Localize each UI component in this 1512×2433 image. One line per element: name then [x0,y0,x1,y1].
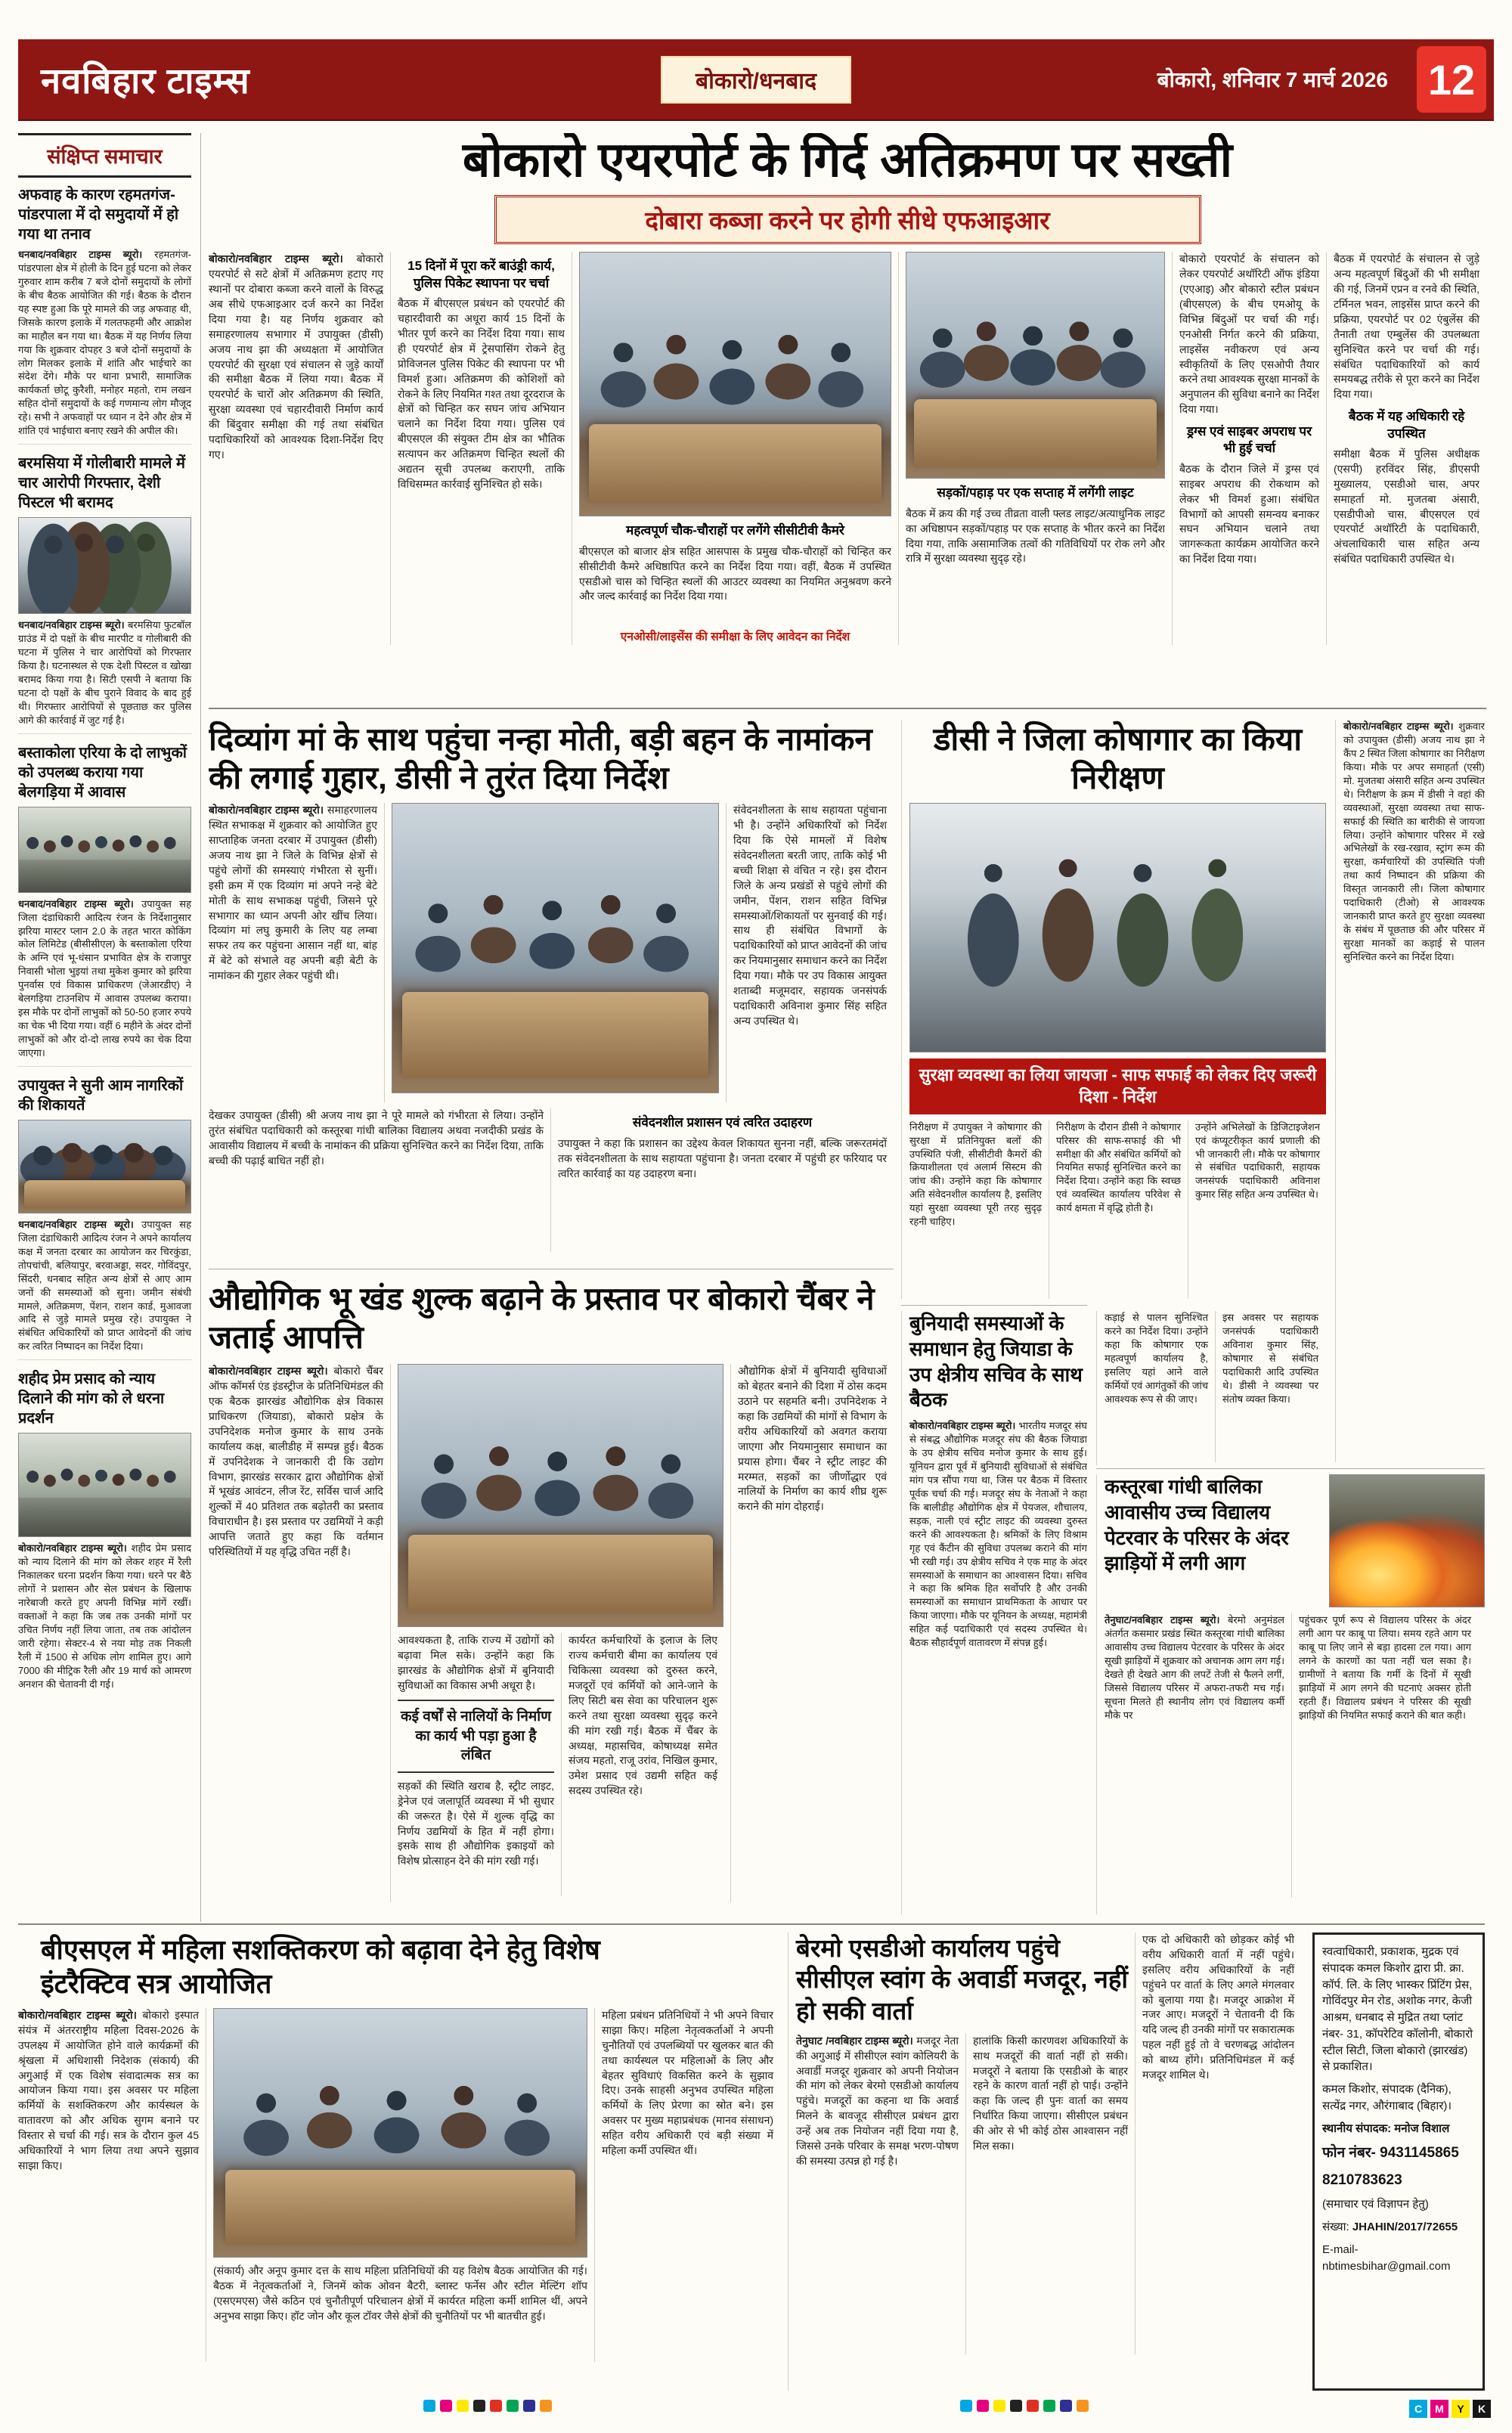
section-divider [18,1923,1485,1925]
lead-article [209,133,1486,702]
imprint-registration: संख्या: JHAHIN/2017/72655 [1322,2221,1458,2234]
bermo-col-1: तेनुघाट /नवबिहार टाइम्स ब्यूरो। मजदूर नेता की अगुआई में सीसीएल स्वांग कोलियरी के अवार्डी मजदूर शुक्रवार को अपनी नियोजन की मांग को लेकर बेरमो एसडीओ कार्यालय पहुंचे। मजदूरों का कहना था कि अवार्ड मिलने के बावजूद सीसीएल प्रबंधन द्वारा उन्हें अब तक नियोजन नहीं दिया गया है, जिससे उनके परिवार के समक्ष भरण-पोषण की समस्या उत्पन्न हो गई है। [796,2034,959,2167]
imprint-phone-2: 8210783623 [1322,2171,1402,2188]
brief-photo-police [18,517,191,614]
brief-item-title: बस्ताकोला एरिया के दो लाभुकों को उपलब्ध कराया गया बेलगड़िया में आवास [18,744,187,801]
bermo-col-2: हालांकि किसी कारणवश अधिकारियों के साथ मजदूरों की वार्ता नहीं हो सकी। मजदूरों ने बताया कि एसडीओ के बाहर रहने के कारण वार्ता नहीं हो पाई। उन्होंने कहा कि जल्द ही पुनः वार्ता का समय निर्धारित किया जाएगा। सीसीएल प्रबंधन की ओर से भी कोई ठोस आश्वासन नहीं मिल सका। [965,2034,1135,2354]
industrial-sub-columns [398,1633,723,1896]
koshagar-col-2: निरीक्षण के दौरान डीसी ने कोषागार परिसर की साफ-सफाई की भी समीक्षा की और संबंधित कर्मियों को नियमित सफाई सुनिश्चित करने का निर्देश दिया। उन्होंने कहा कि स्वच्छ एवं व्यवस्थित कार्यालय परिवेश से कार्य क्षमता में वृद्धि होती है। [1049,1120,1188,1299]
color-dot [490,2400,502,2412]
color-dot [440,2400,452,2412]
section-divider [209,708,1486,709]
section-divider [1096,1468,1485,1469]
divyang-photo-janta-darbar [392,803,719,1093]
divyang-below-columns [209,1108,894,1252]
kasturba-head-row [1105,1474,1485,1607]
koshagar-columns [909,1120,1326,1299]
bermo-columns [796,2034,1135,2354]
divyang-below-left: देखकर उपायुक्त (डीसी) श्री अजय नाथ झा ने पूरे मामले को गंभीरता से लिया। उन्होंने तुरंत संबंधित पदाधिकारी को कस्तूरबा गांधी बालिका विद्यालय अथवा नजदीकी प्रखंड के आवासीय विद्यालय में बच्ची के नामांकन की प्रक्रिया सुनिश्चित करने का निर्देश दिया, ताकि बच्ची की पढ़ाई बाधित नहीं हो। [209,1109,544,1167]
lead-subhead-lights: सड़कों/पहाड़ पर एक सप्ताह में लगेंगी लाइट [937,485,1134,501]
color-dot [507,2400,519,2412]
buniyadi-headline: बुनियादी समस्याओं के समाधान हेतु जियाडा के उप क्षेत्रीय सचिव के साथ बैठक [909,1312,1083,1412]
kasturba-byline: तेनुघाट/नवबिहार टाइम्स ब्यूरो। [1105,1614,1220,1626]
brief-item [18,743,191,1067]
lead-headline: बोकारो एयरपोर्ट के गिर्द अतिक्रमण पर सख्ती [462,133,1233,187]
lead-banner: दोबारा कब्जा करने पर होगी सीधे एफआइआर [494,195,1201,244]
koshagar-byline: बोकारो/नवबिहार टाइम्स ब्यूरो। [1343,721,1454,732]
color-dot [457,2400,469,2412]
lead-col-2: 15 दिनों में पूरा करें बाउंड्री कार्य, पुलिस पिकेट स्थापना पर चर्चा बैठक में बीएसएल प्रबंधन को एयरपोर्ट की चहारदीवारी का अधूरा कार्य 15 दिनों के भीतर पूर्ण करने का निर्देश दिया गया। साथ ही एयरपोर्ट क्षेत्र में ट्रेसपासिंग रोकने हेतु प्रोविजनल पुलिस पिकेट की स्थापना पर भी विमर्श हुआ। अतिक्रमण की कोशिशों को रोकने के लिए नियमित गश्त तथा दूरदराज के क्षेत्रों को चिन्हित कर सघन जांच अभियान चलाने का निर्देश दिया गया। पुलिस एवं बीएसएल की संयुक्त टीम क्षेत्र का भौतिक सत्यापन कर अतिक्रमण चिन्हित स्थलों की अद्यतन सूची उपलब्ध कराएगी, ताकि विधिसम्मत कार्रवाई सुनिश्चित हो सके। [390,252,572,645]
bsl-article [18,1932,780,2391]
brief-item [18,1369,191,1697]
industrial-byline: बोकारो/नवबिहार टाइम्स ब्यूरो। [209,1365,328,1378]
lead-col-1: बोकारो/नवबिहार टाइम्स ब्यूरो। बोकारो एयरपोर्ट से सटे क्षेत्रों में अतिक्रमण हटाए गए स्थानों पर दोबारा कब्जा करने वालों के विरुद्ध अब सीधे एफआइआर दर्ज करने का निर्देश दिया गया है। यह निर्णय शुक्रवार को समाहरणालय सभागार में उपायुक्त (डीसी) अजय नाथ झा की अध्यक्षता में आयोजित एयरपोर्ट की सुरक्षा एवं संचालन से जुड़े कार्यों की समीक्षा बैठक में लिया गया। बैठक में एयरपोर्ट के चारों ओर अतिक्रमण की स्थिति, सुरक्षा व्यवस्था एवं चहारदीवारी निर्माण कार्य की बिंदुवार समीक्षा की गई तथा संबंधित पदाधिकारियों को आवश्यक दिशा-निर्देश दिए गए। [209,253,383,460]
cmyk-k: K [1473,2400,1491,2418]
lead-subhead-cctv: महत्वपूर्ण चौक-चौराहों पर लगेंगे सीसीटीवी कैमरे [626,523,844,538]
bermo-left [796,1932,1135,2354]
bermo-layout [796,1932,1303,2354]
brief-item-body: बोकारो/नवबिहार टाइम्स ब्यूरो। शहीद प्रेम प्रसाद को न्याय दिलाने की मांग को लेकर शहर में रैली निकालकर धरना प्रदर्शन किया गया। धरने पर बैठे लोगों ने प्रशासन और सेल प्रबंधन के खिलाफ नारेबाजी करते हुए अपनी विभिन्न मांगें रखीं। वक्ताओं ने कहा कि जब तक उनकी मांगों पर उचित निर्णय नहीं लिया जाता, तब तक आंदोलन जारी रहेगा। सेक्टर-4 से नया मोड़ तक निकली रैली में 1500 से अधिक लोग शामिल हुए। आगे 7000 की मीट्रिक रैली और 19 मार्च को आमरण अनशन की चेतावनी दी गई। [18,1542,191,1690]
industrial-col-1: बोकारो/नवबिहार टाइम्स ब्यूरो। बोकारो चैंबर ऑफ कॉमर्स एंड इंडस्ट्रीज के प्रतिनिधिमंडल की एक बैठक झारखंड औद्योगिक क्षेत्र विकास प्राधिकरण (जियाडा), बोकारो प्रक्षेत्र के उपनिदेशक मनोज कुमार के साथ उनके कार्यालय कक्ष, बालीडीह में सम्पन्न हुई। बैठक में उपनिदेशक ने जानकारी दी कि उद्योग विभाग, झारखंड सरकार द्वारा औद्योगिक क्षेत्रों में भूखंड आवंटन, लीज रेंट, सर्विस चार्ज आदि शुल्कों में 40 प्रतिशत तक बढ़ोतरी का प्रस्ताव विचाराधीन है। इस प्रस्ताव पर उद्यमियों ने कड़ी आपत्ति जताते हुए कहा कि वर्तमान परिस्थितियों में यह वृद्धि उचित नहीं है। [209,1365,383,1557]
paper-name: नवबिहार टाइम्स [41,60,250,101]
lead-col-photo-1: महत्वपूर्ण चौक-चौराहों पर लगेंगे सीसीटीवी कैमरे बीएसएल को बाजार क्षेत्र सहित आसपास के प्रमुख चौक-चौराहों को चिन्हित कर सीसीटीवी कैमरे अधिष्ठापित करने का निर्देश दिया गया। वहीं, बैठक में उपस्थित एसडीओ चास को चिन्हित स्थलों की आउटर व्यवस्था का नियमित अनुश्रवण करने और जल्द कार्रवाई का निर्देश दिया गया। एनओसी/लाइसेंस की समीक्षा के लिए आवेदन का निर्देश [572,252,898,645]
koshagar-continuation [1096,1311,1326,1465]
divyang-col-photo [384,803,726,1102]
bsl-byline: बोकारो/नवबिहार टाइम्स ब्यूरो। [18,2009,137,2021]
registration-dots-right [960,2400,1089,2412]
color-dot [473,2400,485,2412]
brief-photo-protest-rally [18,1433,191,1537]
koshagar-col-1: निरीक्षण में उपायुक्त ने कोषागार की सुरक्षा में प्रतिनियुक्त बलों की उपस्थिति पंजी, सीसीटीवी कैमरों की क्रियाशीलता एवं अलार्म सिस्टम की जांच की। उन्होंने कहा कि कोषागार अति संवेदनशील कार्यालय है, इसलिए यहां सुरक्षा व्यवस्था पूरी तरह सुदृढ़ रहनी चाहिए। [909,1120,1042,1228]
industrial-article [209,1279,894,1914]
brief-item [18,1076,191,1360]
registration-dots-left [423,2400,552,2412]
print-marks [0,2400,1512,2422]
imprint-purpose: (समाचार एवं विज्ञापन हेतु) [1322,2198,1429,2211]
industrial-photo-chamber-meeting [398,1364,723,1627]
brief-item [18,454,191,734]
industrial-headline: औद्योगिक भू खंड शुल्क बढ़ाने के प्रस्ताव पर बोकारो चैंबर ने जताई आपत्ति [209,1281,875,1356]
color-dot [1043,2400,1055,2412]
kasturba-columns [1105,1613,1485,1898]
lead-photo-officials-meeting [906,252,1165,479]
koshagar-cont-col-1: कड़ाई से पालन सुनिश्चित करने का निर्देश दिया। उन्होंने कहा कि कोषागार एक महत्वपूर्ण कार्यालय है, इसलिए यहां आने वाले कर्मियों एवं आगंतुकों की जांच आवश्यक रूप से की जाए। [1105,1312,1208,1405]
industrial-col-right: औद्योगिक क्षेत्रों में बुनियादी सुविधाओं को बेहतर बनाने की दिशा में ठोस कदम उठाने पर सहमति बनी। उपनिदेशक ने कहा कि उद्यमियों की मांगों से विभाग के वरीय अधिकारियों को अवगत कराया जाएगा और नियमानुसार समाधान का प्रयास होगा। चैंबर ने स्ट्रीट लाइट की मरम्मत, सड़कों का जीर्णोद्धार एवं नालियों के निर्माण का कार्य शीघ्र शुरू कराने की मांग दोहराई। [730,1364,894,1902]
divyang-columns [209,803,894,1102]
imprint-box [1312,1932,1485,2391]
color-dot [1077,2400,1089,2412]
bermo-article [788,1932,1303,2391]
divyang-article [209,720,894,1258]
masthead [18,39,1494,119]
divyang-below-right: संवेदनशील प्रशासन एवं त्वरित उदाहरण उपायुक्त ने कहा कि प्रशासन का उद्देश्य केवल शिकायत सुनना नहीं, बल्कि जरूरतमंदों तक संवेदनशीलता के साथ सहायता पहुंचाना है। जनता दरबार में पहुंची हर फरियाद पर त्वरित कार्रवाई का यह उदाहरण बना। [550,1108,894,1252]
color-dot [1010,2400,1022,2412]
bermo-byline: तेनुघाट /नवबिहार टाइम्स ब्यूरो। [796,2034,913,2047]
color-dot [423,2400,435,2412]
imprint-line-2: कमल किशोर, संपादक (दैनिक), सत्येंद्र नगर, औरंगाबाद (बिहार)। [1322,2083,1452,2112]
brief-news-header: संक्षिप्त समाचार [18,133,191,178]
cmyk-y: Y [1452,2400,1470,2418]
lead-columns [209,252,1486,645]
kasturba-col-1: तेनुघाट/नवबिहार टाइम्स ब्यूरो। बेरमो अनुमंडल अंतर्गत कसमार प्रखंड स्थित कस्तूरबा गांधी बालिका आवासीय उच्च विद्यालय पेटरवार के परिसर के अंदर सूखी झाड़ियों में शुक्रवार को अचानक आग लग गई। देखते ही देखते आग की लपटें तेजी से फैलने लगीं, जिससे विद्यालय परिसर में अफरा-तफरी मच गई। सूचना मिलते ही स्थानीय लोग एवं विद्यालय कर्मी मौके पर [1105,1614,1284,1721]
kasturba-col-2: पहुंचकर पूर्ण रूप से विद्यालय परिसर के अंदर लगी आग पर काबू पा लिया। समय रहते आग पर काबू पा लिए जाने से बड़ा हादसा टल गया। आग लगने के कारणों का पता नहीं चल सका है। ग्रामीणों ने बताया कि गर्मी के दिनों में सूखी झाड़ियों में आग लगने की घटनाएं अक्सर होती रहती हैं। विद्यालय प्रबंधन ने परिसर की सूखी झाड़ियों की नियमित सफाई कराने की बात कही। [1291,1613,1478,1898]
imprint-email: E-mail- nbtimesbihar@gmail.com [1322,2242,1451,2273]
bsl-headline: बीएसएल में महिला सशक्तिकरण को बढ़ावा देने हेतु विशेष इंटरैक्टिव सत्र आयोजित [41,1934,600,1999]
divyang-subhead: संवेदनशील प्रशासन एवं त्वरित उदाहरण [632,1115,813,1130]
imprint-phone-1: फोन नंबर- 9431145865 [1322,2145,1459,2162]
bermo-col-3: एक दो अधिकारी को छोड़कर कोई भी वरीय अधिकारी वार्ता में नहीं पहुंचे। इसलिए वरीय अधिकारियों के नहीं पहुंचने पर वार्ता के लिए अगले मंगलवार को बुलाया गया है। मजदूर आक्रोश में नजर आए। मजदूरों ने चेतावनी दी कि यदि जल्द ही उनकी मांगों पर सकारात्मक पहल नहीं हुई तो वे चरणबद्ध आंदोलन को बाध्य होंगे। प्रतिनिधिमंडल में कई मजदूर शामिल थे। [1135,1932,1301,2354]
bermo-headline: बेरमो एसडीओ कार्यालय पहुंचे सीसीएल स्वांग के अवार्डी मजदूर, नहीं हो सकी वार्ता [796,1934,1128,2025]
lead-photo-review-meeting [579,252,891,516]
kasturba-article [1096,1474,1485,1914]
bsl-columns [18,2008,780,2362]
brief-item-body: धनबाद/नवबिहार टाइम्स ब्यूरो। बरमसिया फुटबॉल ग्राउंड में दो पक्षों के बीच मारपीट व गोलीबारी की घटना में पुलिस ने चार आरोपियों को गिरफ्तार किया है। घटनास्थल से एक देशी पिस्टल व खोखा बरामद किया गया है। सिटी एसपी ने बताया कि घटना दो पक्षों के बीच पुराने विवाद के बाद हुई थी। गिरफ्तार आरोपियों से पूछताछ कर पुलिस आगे की कार्रवाई में जुट गई है। [18,619,191,726]
industrial-columns [209,1364,894,1902]
bsl-photo-interactive-session [213,2008,587,2258]
buniyadi-article: बुनियादी समस्याओं के समाधान हेतु जियाडा के उप क्षेत्रीय सचिव के साथ बैठक बोकारो/नवबिहार टाइम्स ब्यूरो। भारतीय मजदूर संघ से संबद्ध औद्योगिक मजदूर संघ की बैठक जियाडा के उप क्षेत्रीय सचिव मनोज कुमार के साथ हुई। यूनियन द्वारा पूर्व में बुनियादी सुविधाओं से संबंधित मांग पत्र सौंपा गया था, जिस पर बैठक में विस्तार पूर्वक चर्चा की गई। मजदूर संघ के नेताओं ने कहा कि बालीडीह औद्योगिक क्षेत्र में पेयजल, शौचालय, सड़क, नाली एवं स्ट्रीट लाइट की व्यवस्था दुरुस्त करने की आवश्यकता है। श्रमिकों के लिए विश्राम गृह एवं कैंटीन की सुविधा उपलब्ध कराने की मांग भी रखी गई। उप क्षेत्रीय सचिव ने एक माह के अंदर समस्याओं के समाधान का आश्वासन दिया। सचिव ने कहा कि श्रमिक हित सर्वोपरि है और उनकी समस्याओं का समाधान प्राथमिकता के आधार पर किया जाएगा। मौके पर यूनियन के अध्यक्ष, महामंत्री सहित कई पदाधिकारी एवं सदस्य उपस्थित थे। बैठक सौहार्दपूर्ण वातावरण में संपन्न हुई। [901,1311,1087,1914]
divyang-col-1: बोकारो/नवबिहार टाइम्स ब्यूरो। समाहरणालय स्थित सभाकक्ष में शुक्रवार को आयोजित हुए साप्ताहिक जनता दरबार में उपायुक्त (डीसी) अजय नाथ झा ने जिले के विभिन्न क्षेत्रों से पहुंचे लोगों की समस्याएं गंभीरता से सुनीं। इसी क्रम में एक दिव्यांग मां अपने नन्हे बेटे मोती के साथ सभाकक्ष पहुंची, जिसने पूरे सभागार का ध्यान अपनी ओर खींच लिया। दिव्यांग मां लघु कुमारी के लिए यह लम्बा सफर तय कर पहुंचना आसान नहीं था, बांह में बेटे को संभाले वह अपनी बड़ी बेटी के नामांकन की गुहार लेकर पहुंची थी। [209,804,377,982]
brief-item-body: धनबाद/नवबिहार टाइम्स ब्यूरो। रहमतगंज-पांडरपाला क्षेत्र में होली के दिन हुई घटना को लेकर गुरुवार शाम करीब 7 बजे दोनों समुदायों के लोगों के बीच बैठक आयोजित की गई। बैठक के दौरान यह स्पष्ट हुआ कि पूरे मामले की जड़ अफवाह थी, जिसके कारण इलाके में गलतफहमी और आक्रोश का माहौल बन गया था। बैठक में यह निर्णय लिया गया कि शुक्रवार दोपहर 3 बजे दोनों समुदायों के लोग मिलकर इलाके में शांति और भाईचारे का संदेश देंगे। मौके पर थाना प्रभारी, सामाजिक कार्यकर्ता छोटू कुरैशी, मनोहर महतो, राम लखन सहित दोनों समुदायों के कई गणमान्य लोग मौजूद रहे। सभी ने अफवाहों पर ध्यान न देने और क्षेत्र में शांति एवं भाईचारा बनाए रखने की अपील की। [18,249,191,437]
kasturba-headline: कस्तूरबा गांधी बालिका आवासीय उच्च विद्यालय पेटरवार के परिसर के अंदर झाड़ियों में लगी आग [1105,1475,1289,1575]
bsl-col-1: बोकारो/नवबिहार टाइम्स ब्यूरो। बोकारो इस्पात संयंत्र में अंतरराष्ट्रीय महिला दिवस-2026 के उपलक्ष्य में आयोजित होने वाले कार्यक्रमों की श्रृंखला में अधिशासी निदेशक (संकार्य) की अगुआई में एक विशेष संवादात्मक सत्र का आयोजन किया गया। इस अवसर पर महिला कर्मियों के सशक्तिकरण और कार्यस्थल के वातावरण को और अधिक सुगम बनाने पर विस्तार से चर्चा की गई। सत्र के दौरान कुल 45 अधिकारियों ने भाग लिया तथा अपने सुझाव साझा किए। [18,2009,199,2171]
lead-col-6: बैठक में एयरपोर्ट के संचालन से जुड़े अन्य महत्वपूर्ण बिंदुओं की भी समीक्षा की गई, जिनमें एप्रन व रनवे की स्थिति, टर्मिनल भवन, लाइसेंस प्राप्त करने की प्रक्रिया, एयरपोर्ट पर 02 एंबुलेंस की तैनाती तथा एम्बुलेंस की उपलब्धता सुनिश्चित करने पर चर्चा की गई। संबंधित पदाधिकारियों को कार्य समयबद्ध तरीके से पूरा करने का निर्देश दिया गया। बैठक में यह अधिकारी रहे उपस्थित समीक्षा बैठक में पुलिस अधीक्षक (एसपी) हरविंदर सिंह, डीएसपी मुख्यालय, एसडीओ चास, अपर समाहर्ता मो. मुजतबा अंसारी, एसडीपीओ चास, बीएसएल एवं एयरपोर्ट अथॉरिटी के पदाधिकारी, अंचलाधिकारी चास सहित अन्य संबंधित पदाधिकारी उपस्थित थे। [1326,252,1486,645]
industrial-subcol-2: कार्यरत कर्मचारियों के इलाज के लिए राज्य कर्मचारी बीमा का कार्यालय एवं चिकित्सा व्यवस्था को दुरुस्त करने, मजदूरों एवं कर्मियों को आने-जाने के लिए सिटी बस सेवा का परिचालन शुरू करने तथा सुरक्षा व्यवस्था सुदृढ़ करने की मांग रखी गई। बैठक में चैंबर के अध्यक्ष, महासचिव, कोषाध्यक्ष समेत संजय महतो, राजू उरांव, निखिल कुमार, उमेश प्रसाद एवं उद्यमी सहित कई सदस्य उपस्थित रहे। [561,1633,724,1896]
lead-red-note: एनओसी/लाइसेंस की समीक्षा के लिए आवेदन का निर्देश [620,631,850,644]
koshagar-col-3: उन्होंने अभिलेखों के डिजिटाइजेशन एवं कंप्यूटरीकृत कार्य प्रणाली की भी जानकारी ली। मौके पर कोषागार से संबंधित पदाधिकारी, सहायक जनसंपर्क पदाधिकारी अविनाश कुमार सिंह सहित अन्य उपस्थित थे। [1188,1120,1326,1299]
koshagar-cont-col-2: इस अवसर पर सहायक जनसंपर्क पदाधिकारी अविनाश कुमार सिंह, कोषागार से संबंधित पदाधिकारी आदि उपस्थित थे। डीसी ने व्यवस्था पर संतोष व्यक्त किया। [1215,1311,1325,1462]
lead-subhead-drugs-cyber: ड्रग्स एवं साइबर अपराध पर भी हुई चर्चा [1186,424,1312,456]
brief-item-title: बरमसिया में गोलीबारी मामले में चार आरोपी गिरफ्तार, देशी पिस्टल भी बरामद [18,455,185,512]
brief-item-body: धनबाद/नवबिहार टाइम्स ब्यूरो। उपायुक्त सह जिला दंडाधिकारी आदित्य रंजन ने अपने कार्यालय कक्ष में जनता दरबार का आयोजन कर चिरकुंडा, तोपचांची, बलियापुर, बरवाअड्डा, सदर, गोविंदपुर, सिंदरी, धनबाद सहित अन्य क्षेत्रों से आए आम जनों की समस्याओं को सुना। जमीन संबंधी मामले, अतिक्रमण, पेंशन, राशन कार्ड, मुआवजा आदि से जुड़े मामले प्रमुख रहे। उपायुक्त ने संबंधित अधिकारियों को प्राप्त आवेदनों की जांच कर त्वरित निष्पादन का निर्देश दिया। [18,1218,191,1353]
imprint-line-1: स्वत्वाधिकारी, प्रकाशक, मुद्रक एवं संपादक कमल किशोर द्वारा प्री. क्रा. कॉर्प. लि. के लिए भास्कर प्रिंटिंग प्रेस, गोविंदपुर मेन रोड, अशोक नगर, केजी आश्रम, धनबाद से मुद्रित तथा प्लांट नंबर- 31, कॉपरेटिव कॉलोनी, बोकारो स्टील सिटी, जिला बोकारो (झारखंड) से प्रकाशित। [1322,1945,1473,2074]
color-dot [960,2400,972,2412]
cmyk-m: M [1430,2400,1448,2418]
lead-byline: बोकारो/नवबिहार टाइम्स ब्यूरो। [209,253,343,265]
brief-news-column [18,133,201,1922]
koshagar-photo-inspection [909,803,1326,1052]
divyang-col-3: संवेदनशीलता के साथ सहायता पहुंचाना भी है। उन्होंने अधिकारियों को निर्देश दिया कि ऐसे मामलों में विशेष संवेदनशीलता बरती जाए, ताकि कोई भी बच्ची शिक्षा से वंचित न रहे। इस दौरान जिले के अन्य प्रखंडों से पहुंचे लोगों की जमीन, पेंशन, राशन सहित विभिन्न समस्याओं/शिकायतों पर सुनवाई की गई। साथ ही संबंधित विभागों के पदाधिकारियों को प्राप्त आवेदनों की जांच कर नियमानुसार समाधान करने का निर्देश दिया गया। मौके पर उप विकास आयुक्त शताब्दी मजूमदार, सहायक जनसंपर्क पदाधिकारी अविनाश कुमार सिंह सहित अन्य उपस्थित थे। [726,803,894,1102]
brief-item-title: उपायुक्त ने सुनी आम नागरिकों की शिकायतें [18,1077,184,1114]
lead-subhead-attendees: बैठक में यह अधिकारी रहे उपस्थित [1348,409,1465,441]
koshagar-article [901,720,1326,1299]
industrial-pullquote: कई वर्षों से नालियों के निर्माण का कार्य भी पड़ा हुआ है लंबित [398,1700,554,1773]
brief-item [18,185,191,445]
edition-box [661,56,851,104]
lead-subhead-boundary: 15 दिनों में पूरा करें बाउंड्री कार्य, पुलिस पिकेट स्थापना पर चर्चा [407,259,555,290]
bsl-col-photo: (संकार्य) और अनूप कुमार दत्त के साथ महिला प्रतिनिधियों की यह विशेष बैठक आयोजित की गई। बैठक में नेतृत्वकर्ताओं ने, जिनमें कोक ओवन बैटरी, ब्लास्ट फर्नेस और स्टील मेल्टिंग शॉप (एसएमएस) जैसे कठिन एवं चुनौतीपूर्ण परिचालन क्षेत्रों में कार्यरत महिला कर्मी शामिल थीं, अपने अनुभव साझा किए। हॉट जोन और कूल टॉवर जैसे क्षेत्रों की चुनौतियों पर भी बातचीत हुई। [206,2008,594,2362]
koshagar-headline: डीसी ने जिला कोषागार का किया निरीक्षण [933,721,1303,796]
dateline: बोकारो, शनिवार 7 मार्च 2026 [1157,68,1388,91]
divyang-byline: बोकारो/नवबिहार टाइम्स ब्यूरो। [209,804,324,817]
lead-col-5: बोकारो एयरपोर्ट के संचालन को लेकर एयरपोर्ट अथॉरिटी ऑफ इंडिया (एएआइ) और बोकारो स्टील प्रबंधन (बीएसएल) के बीच एमओयू के विभिन्न बिंदुओं पर चर्चा की गई। एनओसी निर्गत करने की प्रक्रिया, लाइसेंस नवीकरण एवं अन्य स्वीकृतियों के लिए एसओपी तैयार करने तथा आवश्यक सुरक्षा मानकों के अनुपालन की सुविधा बनाने का निर्देश दिया गया। ड्रग्स एवं साइबर अपराध पर भी हुई चर्चा बैठक के दौरान जिले में ड्रग्स एवं साइबर अपराध की रोकथाम को लेकर भी विमर्श हुआ। संबंधित विभागों को आपसी समन्वय बनाकर सघन अभियान चलाने तथा जागरूकता कार्यक्रम आयोजित करने का निर्देश दिया गया। [1172,252,1326,645]
color-dot [540,2400,552,2412]
industrial-col-photo [390,1364,730,1902]
color-dot [1027,2400,1039,2412]
color-dot [977,2400,989,2412]
brief-photo-janta-darbar [18,1120,191,1213]
color-dot [1060,2400,1072,2412]
lead-col-photo-2: सड़कों/पहाड़ पर एक सप्ताह में लगेंगी लाइट बैठक में क्रय की गई उच्च तीव्रता वाली फ्लड लाइट/अत्याधुनिक लाइट का अधिष्ठापन सड़कों/पहाड़ पर एक सप्ताह के भीतर करने का निर्देश दिया गया, ताकि असामाजिक तत्वों की गतिविधियों पर रोक लगे और रात्रि में सुरक्षा व्यवस्था सुदृढ़ रहे। [898,252,1172,645]
brief-item-title: अफवाह के कारण रहमतगंज-पांडरपाला में दो समुदायों में हो गया था तनाव [18,187,179,243]
cmyk-strip [1409,2400,1491,2418]
imprint-local-editor: स्थानीय संपादक: मनोज विशाल [1322,2122,1450,2135]
koshagar-red-subhead: सुरक्षा व्यवस्था का लिया जायजा - साफ सफाई को लेकर दिए जरूरी दिशा - निर्देश [909,1058,1326,1114]
koshagar-opening-column: बोकारो/नवबिहार टाइम्स ब्यूरो। शुक्रवार को उपायुक्त (डीसी) अजय नाथ झा ने कैंप 2 स्थित जिला कोषागार का निरीक्षण किया। मौके पर अपर समाहर्ता (एसी) मो. मुजतबा अंसारी सहित अन्य उपस्थित थे। निरीक्षण के क्रम में डीसी ने वहां की व्यवस्थाओं, सुरक्षा व्यवस्था तथा साफ-सफाई की स्थिति का बारीकी से जायजा लिया। उन्होंने कोषागार परिसर में रखे अभिलेखों के रख-रखाव, स्ट्रांग रूम की सुरक्षा, कर्मचारियों की उपस्थिति पंजी तथा कार्य निष्पादन की प्रक्रिया की विस्तृत जानकारी ली। जिला कोषागार पदाधिकारी (टीओ) से आवश्यक जानकारी प्राप्त करते हुए सुरक्षा व्यवस्था के संबंध में पूछताछ की और परिसर में सुरक्षा मानकों का कड़ाई से पालन सुनिश्चित करने का निर्देश दिया। [1335,720,1485,1462]
section-divider [901,1305,1087,1306]
brief-item-body: धनबाद/नवबिहार टाइम्स ब्यूरो। उपायुक्त सह जिला दंडाधिकारी आदित्य रंजन के निर्देशानुसार झरिया मास्टर प्लान 2.0 के तहत भारत कोकिंग कोल लिमिटेड (बीसीसीएल) के बस्ताकोला एरिया के अग्नि एवं भू-धंसान प्रभावित क्षेत्र के राजापुर निवासी भोला भुइयां तथा मुकेश कुमार को झरिया पुनर्वास एवं विकास प्राधिकरण (जेआरडीए) ने बेलगड़िया टाउनशिप में आवास उपलब्ध कराया। इस मौके पर दोनों लाभुकों को 50-50 हजार रुपये का चेक भी दिया गया। वहीं 6 महीने के अंदर दोनों लाभुकों को और दो-दो लाख रुपये का चेक दिया जाएगा। [18,897,191,1058]
koshagar-cont-columns [1105,1311,1326,1462]
brief-item-title: शहीद प्रेम प्रसाद को न्याय दिलाने की मांग को ले धरना प्रदर्शन [18,1371,165,1427]
color-dot [523,2400,535,2412]
divyang-headline: दिव्यांग मां के साथ पहुंचा नन्हा मोती, बड़ी बहन के नामांकन की लगाई गुहार, डीसी ने तुरंत दिया निर्देश [209,721,872,796]
industrial-subcol-1: आवश्यकता है, ताकि राज्य में उद्योगों को बढ़ावा मिल सके। उन्होंने कहा कि झारखंड के औद्योगिक क्षेत्रों में बुनियादी सुविधाओं का विकास अभी अधूरा है। कई वर्षों से नालियों के निर्माण का कार्य भी पड़ा हुआ है लंबित सड़कों की स्थिति खराब है, स्ट्रीट लाइट, ड्रेनेज एवं जलापूर्ति व्यवस्था में भी सुधार की जरूरत है। ऐसे में शुल्क वृद्धि का निर्णय उद्यमियों के हित में नहीं होगा। इसके साथ ही औद्योगिक इकाइयों को विशेष प्रोत्साहन देने की मांग रखी गई। [398,1634,554,1867]
page-number-badge: 12 [1417,46,1486,113]
edition-label: बोकारो/धनबाद [695,68,817,94]
brief-photo-housing-handover [18,807,191,893]
bsl-col-3: महिला प्रबंधन प्रतिनिधियों ने भी अपने विचार साझा किए। महिला नेतृत्वकर्ताओं ने अपनी चुनौतियों एवं उपलब्धियों पर खुलकर बात की तथा कार्यस्थल पर महिलाओं के लिए और बेहतर सुविधाएं विकसित करने के सुझाव दिए। उनके साहसी अनुभव उपस्थित महिला कर्मियों के लिए प्रेरणा का स्रोत बने। इस अवसर पर मुख्य महाप्रबंधक (मानव संसाधन) सहित वरीय अधिकारी एवं बड़ी संख्या में महिला कर्मी उपस्थित थीं। [594,2008,780,2362]
color-dot [993,2400,1005,2412]
buniyadi-byline: बोकारो/नवबिहार टाइम्स ब्यूरो। [909,1420,1016,1432]
cmyk-c: C [1409,2400,1427,2418]
kasturba-photo-fire [1329,1474,1485,1607]
